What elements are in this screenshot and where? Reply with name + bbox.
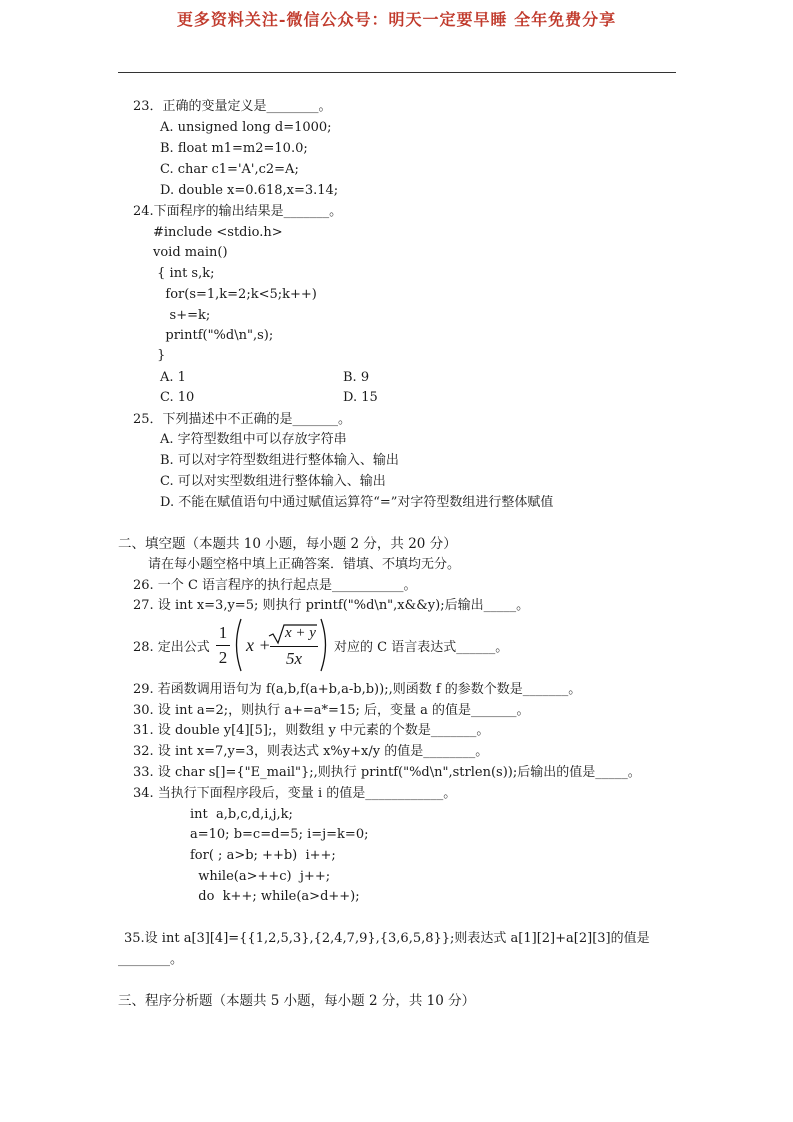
q25-option-b: B. 可以对字符型数组进行整体输入、输出 bbox=[160, 453, 399, 468]
q24-code-line: printf("%d\n",s); bbox=[153, 328, 274, 343]
formula-left-paren bbox=[230, 617, 244, 673]
q34-code-line: for( ; a>b; ++b) i++; bbox=[190, 848, 336, 863]
q33: 33. 设 char s[]={"E_mail"};,则执行 printf("%d\n",strlen(s));后输出的值是_____。 bbox=[133, 765, 641, 780]
q25-option-d: D. 不能在赋值语句中通过赋值运算符“=”对字符型数组进行整体赋值 bbox=[160, 495, 554, 510]
section-2-title: 二、填空题（本题共 10 小题，每小题 2 分，共 20 分） bbox=[118, 536, 457, 552]
q34-code-line: int a,b,c,d,i,j,k; bbox=[190, 807, 293, 822]
q24-code-line: { int s,k; bbox=[153, 266, 215, 281]
q34-code-line: do k++; while(a>d++); bbox=[190, 889, 360, 904]
q25-option-c: C. 可以对实型数组进行整体输入、输出 bbox=[160, 474, 386, 489]
q27: 27. 设 int x=3,y=5; 则执行 printf("%d\n",x&&y);后输出_____。 bbox=[133, 598, 530, 613]
q34-code-line: while(a>++c) j++; bbox=[190, 869, 331, 884]
q23-option-c: C. char c1='A',c2=A; bbox=[160, 162, 299, 177]
formula-half-bar bbox=[216, 645, 230, 646]
q24-code-line: #include <stdio.h> bbox=[153, 225, 283, 240]
q23-option-d: D. double x=0.618,x=3.14; bbox=[160, 183, 339, 198]
q24-code-line: s+=k; bbox=[153, 308, 211, 323]
header-divider bbox=[118, 72, 676, 73]
formula-half-numerator: 1 bbox=[218, 623, 228, 642]
formula-right-paren bbox=[318, 617, 332, 673]
q25-stem: 25．下列描述中不正确的是_______。 bbox=[133, 412, 352, 427]
formula-x-term: x + bbox=[246, 635, 271, 655]
q32: 32. 设 int x=7,y=3，则表达式 x%y+x/y 的值是________。 bbox=[133, 744, 489, 759]
q29: 29. 若函数调用语句为 f(a,b,f(a+b,a-b,b));,则函数 f 的参数个数是_______。 bbox=[133, 682, 582, 697]
q24-code-line: void main() bbox=[153, 245, 228, 260]
q34-stem: 34. 当执行下面程序段后，变量 i 的值是____________。 bbox=[133, 786, 457, 801]
q23-stem: 23．正确的变量定义是________。 bbox=[133, 99, 332, 114]
q24-option-d: D. 15 bbox=[343, 390, 378, 405]
q30: 30. 设 int a=2;，则执行 a+=a*=15; 后，变量 a 的值是_______。 bbox=[133, 703, 530, 718]
q23-option-b: B. float m1=m2=10.0; bbox=[160, 141, 308, 156]
q35-line-2: ________。 bbox=[118, 952, 184, 967]
q28-suffix: 对应的 C 语言表达式______。 bbox=[334, 640, 509, 655]
q25-option-a: A. 字符型数组中可以存放字符串 bbox=[160, 432, 347, 447]
q31: 31. 设 double y[4][5];，则数组 y 中元素的个数是_______。 bbox=[133, 723, 490, 738]
formula-half-denominator: 2 bbox=[218, 648, 228, 667]
section-2-instructions: 请在每小题空格中填上正确答案．错填、不填均无分。 bbox=[148, 557, 461, 572]
q24-option-c: C. 10 bbox=[160, 390, 195, 405]
formula-inner-denominator: 5x bbox=[285, 649, 303, 668]
section-3-title: 三、程序分析题（本题共 5 小题，每小题 2 分，共 10 分） bbox=[118, 993, 476, 1009]
q28-prefix: 28. 定出公式 bbox=[133, 640, 210, 655]
q35-line-1: 35.设 int a[3][4]={{1,2,5,3},{2,4,7,9},{3,6,5,8}};则表达式 a[1][2]+a[2][3]的值是 bbox=[124, 931, 650, 946]
formula-inner-fraction-bar bbox=[270, 646, 318, 647]
q26: 26. 一个 C 语言程序的执行起点是___________。 bbox=[133, 578, 417, 593]
q24-stem: 24.下面程序的输出结果是_______。 bbox=[133, 204, 343, 219]
header-banner: 更多资料关注-微信公众号：明天一定要早睡 全年免费分享 bbox=[176, 10, 617, 29]
q24-option-a: A. 1 bbox=[160, 370, 186, 385]
q24-code-line: } bbox=[153, 348, 166, 363]
q24-code-line: for(s=1,k=2;k<5;k++) bbox=[153, 287, 317, 302]
formula-radicand: x + y bbox=[285, 625, 316, 641]
q24-option-b: B. 9 bbox=[343, 370, 370, 385]
q23-option-a: A. unsigned long d=1000; bbox=[160, 120, 332, 135]
q34-code-line: a=10; b=c=d=5; i=j=k=0; bbox=[190, 827, 369, 842]
